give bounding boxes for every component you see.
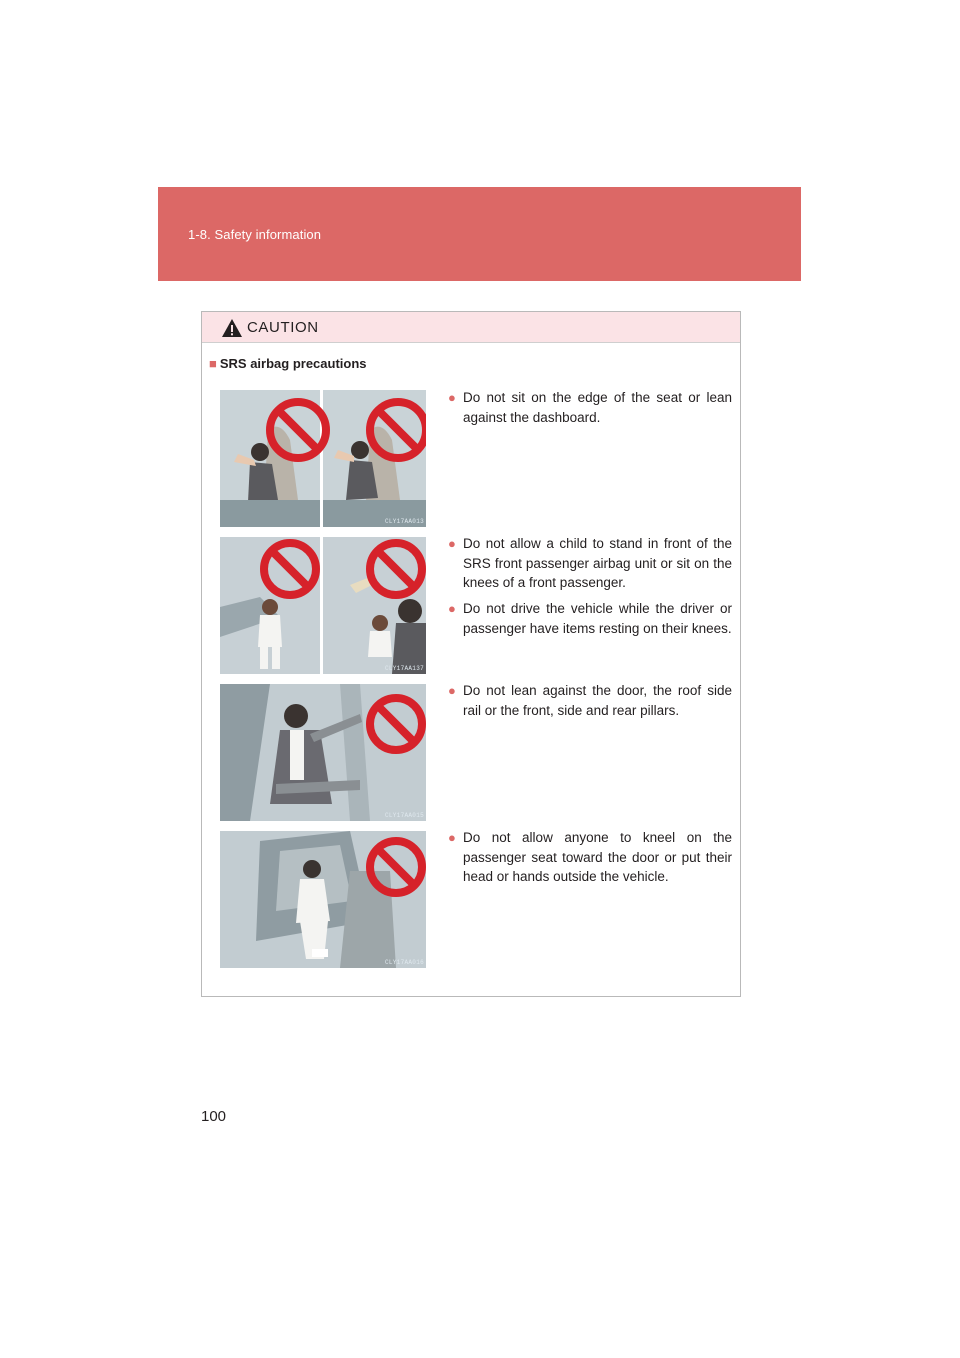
caution-header — [202, 312, 740, 343]
illustration-child-airbag — [220, 537, 426, 674]
image-code: CLY17AA016 — [384, 959, 424, 966]
section-header-band — [158, 187, 801, 281]
caution-item: ● Do not drive the vehicle while the driver or passenger have items resting on their knees. — [448, 601, 732, 636]
square-bullet-icon: ■ — [209, 356, 217, 371]
caution-box — [201, 311, 741, 997]
illustration-kneeling-seat — [220, 831, 426, 968]
bullet-dot-icon: ● — [448, 601, 456, 616]
bullet-dot-icon: ● — [448, 830, 456, 845]
caution-item: ● Do not allow anyone to kneel on the passenger seat toward the door or put their head or hands outside the vehicle. — [448, 830, 732, 884]
bullet-dot-icon: ● — [448, 683, 456, 698]
bullet-dot-icon: ● — [448, 390, 456, 405]
image-code: CLY17AA015 — [384, 812, 424, 819]
caution-item: ● Do not sit on the edge of the seat or lean against the dashboard. — [448, 390, 732, 425]
section-title: 1-8. Safety information — [188, 227, 322, 242]
caution-item: ● Do not allow a child to stand in front of the SRS front passenger airbag unit or sit on the knees of a front passenger. — [448, 536, 732, 590]
caution-item: ● Do not lean against the door, the roof side rail or the front, side and rear pillars. — [448, 683, 732, 718]
caution-title: CAUTION — [247, 319, 319, 336]
illustration-leaning-door — [220, 684, 426, 821]
page-number: 100 — [201, 1108, 227, 1125]
image-code: CLY17AA013 — [384, 518, 424, 525]
caution-subheading: ■ SRS airbag precautions — [209, 356, 367, 371]
bullet-dot-icon: ● — [448, 536, 456, 551]
illustration-seat-edge — [220, 390, 426, 527]
warning-triangle-icon — [221, 318, 243, 338]
image-code: CLY17AA137 — [384, 665, 424, 672]
